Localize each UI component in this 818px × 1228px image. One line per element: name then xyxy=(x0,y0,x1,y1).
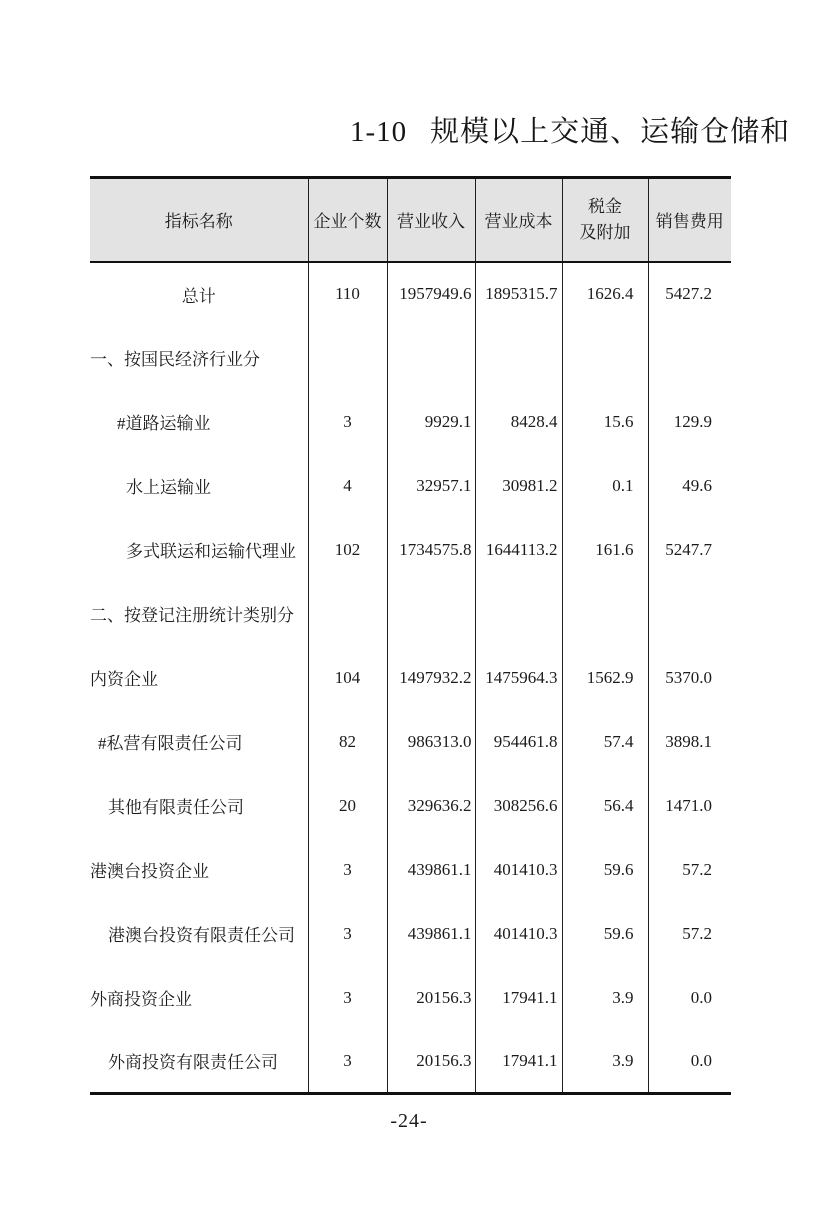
cell-revenue: 329636.2 xyxy=(387,774,475,838)
cell-enterprise-count xyxy=(308,326,387,390)
cell-tax: 1562.9 xyxy=(562,646,648,710)
cell-cost: 308256.6 xyxy=(475,774,562,838)
cell-revenue: 1497932.2 xyxy=(387,646,475,710)
page-title xyxy=(350,109,790,150)
cell-selling-expense: 0.0 xyxy=(648,1030,731,1094)
row-label: 多式联运和运输代理业 xyxy=(126,542,296,561)
table-row xyxy=(90,838,731,902)
cell-tax: 1626.4 xyxy=(562,262,648,326)
table-row xyxy=(90,966,731,1030)
cell-tax: 59.6 xyxy=(562,838,648,902)
cell-revenue: 439861.1 xyxy=(387,902,475,966)
cell-enterprise-count: 110 xyxy=(308,262,387,326)
cell-revenue xyxy=(387,326,475,390)
cell-selling-expense: 49.6 xyxy=(648,454,731,518)
cell-tax: 0.1 xyxy=(562,454,648,518)
cell-revenue: 439861.1 xyxy=(387,838,475,902)
cell-cost: 954461.8 xyxy=(475,710,562,774)
cell-selling-expense xyxy=(648,582,731,646)
cell-selling-expense: 5370.0 xyxy=(648,646,731,710)
cell-cost: 30981.2 xyxy=(475,454,562,518)
cell-selling-expense: 57.2 xyxy=(648,902,731,966)
cell-cost: 8428.4 xyxy=(475,390,562,454)
cell-enterprise-count: 3 xyxy=(308,1030,387,1094)
table-row xyxy=(90,774,731,838)
cell-revenue: 32957.1 xyxy=(387,454,475,518)
row-label: 水上运输业 xyxy=(126,478,211,497)
cell-tax xyxy=(562,582,648,646)
col-header-revenue: 营业收入 xyxy=(387,178,475,262)
cell-selling-expense: 5427.2 xyxy=(648,262,731,326)
cell-selling-expense: 5247.7 xyxy=(648,518,731,582)
cell-enterprise-count xyxy=(308,582,387,646)
table-row xyxy=(90,390,731,454)
cell-selling-expense: 1471.0 xyxy=(648,774,731,838)
cell-cost: 17941.1 xyxy=(475,966,562,1030)
cell-revenue: 1734575.8 xyxy=(387,518,475,582)
cell-cost: 17941.1 xyxy=(475,1030,562,1094)
cell-enterprise-count: 3 xyxy=(308,838,387,902)
cell-tax: 15.6 xyxy=(562,390,648,454)
table-row-total xyxy=(90,262,731,326)
cell-enterprise-count: 102 xyxy=(308,518,387,582)
table-row-section xyxy=(90,582,731,646)
row-label: 外商投资有限责任公司 xyxy=(108,1053,278,1073)
row-label: 其他有限责任公司 xyxy=(108,798,244,817)
cell-tax: 57.4 xyxy=(562,710,648,774)
cell-selling-expense: 3898.1 xyxy=(648,710,731,774)
cell-cost: 401410.3 xyxy=(475,838,562,902)
cell-enterprise-count: 4 xyxy=(308,454,387,518)
cell-cost: 1895315.7 xyxy=(475,262,562,326)
cell-tax: 161.6 xyxy=(562,518,648,582)
statistics-table xyxy=(90,176,731,1095)
col-header-indicator: 指标名称 xyxy=(90,178,308,262)
cell-revenue: 9929.1 xyxy=(387,390,475,454)
table-title-text: 规模以上交通、运输仓储和 xyxy=(430,116,791,148)
table-row xyxy=(90,646,731,710)
row-label: 外商投资企业 xyxy=(90,990,192,1009)
row-label: 港澳台投资有限责任公司 xyxy=(108,926,295,945)
row-label: #道路运输业 xyxy=(117,414,211,433)
cell-enterprise-count: 3 xyxy=(308,390,387,454)
table-row xyxy=(90,710,731,774)
cell-enterprise-count: 20 xyxy=(308,774,387,838)
col-header-enterprise-count: 企业个数 xyxy=(308,178,387,262)
cell-enterprise-count: 3 xyxy=(308,902,387,966)
cell-cost xyxy=(475,582,562,646)
cell-enterprise-count: 3 xyxy=(308,966,387,1030)
row-label: 二、按登记注册统计类别分 xyxy=(90,606,294,625)
cell-cost xyxy=(475,326,562,390)
table-row xyxy=(90,1030,731,1094)
col-header-tax-line1: 税金 xyxy=(588,196,622,216)
cell-tax: 3.9 xyxy=(562,966,648,1030)
page-number: -24- xyxy=(390,1110,428,1132)
cell-tax: 56.4 xyxy=(562,774,648,838)
header-row xyxy=(90,178,731,262)
cell-tax: 59.6 xyxy=(562,902,648,966)
cell-cost: 1475964.3 xyxy=(475,646,562,710)
cell-revenue: 1957949.6 xyxy=(387,262,475,326)
cell-cost: 401410.3 xyxy=(475,902,562,966)
cell-tax: 3.9 xyxy=(562,1030,648,1094)
row-label: 港澳台投资企业 xyxy=(90,862,209,881)
table-row xyxy=(90,454,731,518)
cell-enterprise-count: 82 xyxy=(308,710,387,774)
col-header-tax-line2: 及附加 xyxy=(579,222,631,242)
row-label: 内资企业 xyxy=(90,670,158,689)
cell-enterprise-count: 104 xyxy=(308,646,387,710)
cell-selling-expense: 0.0 xyxy=(648,966,731,1030)
col-header-selling-expense: 销售费用 xyxy=(648,178,731,262)
row-label: 一、按国民经济行业分 xyxy=(90,350,260,369)
cell-cost: 1644113.2 xyxy=(475,518,562,582)
cell-revenue: 20156.3 xyxy=(387,1030,475,1094)
row-label: 总计 xyxy=(181,286,216,306)
table-row xyxy=(90,518,731,582)
table-row-section xyxy=(90,326,731,390)
row-label: #私营有限责任公司 xyxy=(98,734,243,753)
cell-selling-expense: 57.2 xyxy=(648,838,731,902)
cell-revenue: 20156.3 xyxy=(387,966,475,1030)
cell-selling-expense xyxy=(648,326,731,390)
col-header-tax xyxy=(562,178,648,262)
cell-tax xyxy=(562,326,648,390)
cell-selling-expense: 129.9 xyxy=(648,390,731,454)
table-row xyxy=(90,902,731,966)
col-header-cost: 营业成本 xyxy=(475,178,562,262)
cell-revenue: 986313.0 xyxy=(387,710,475,774)
table-number: 1-10 xyxy=(350,116,408,148)
cell-revenue xyxy=(387,582,475,646)
